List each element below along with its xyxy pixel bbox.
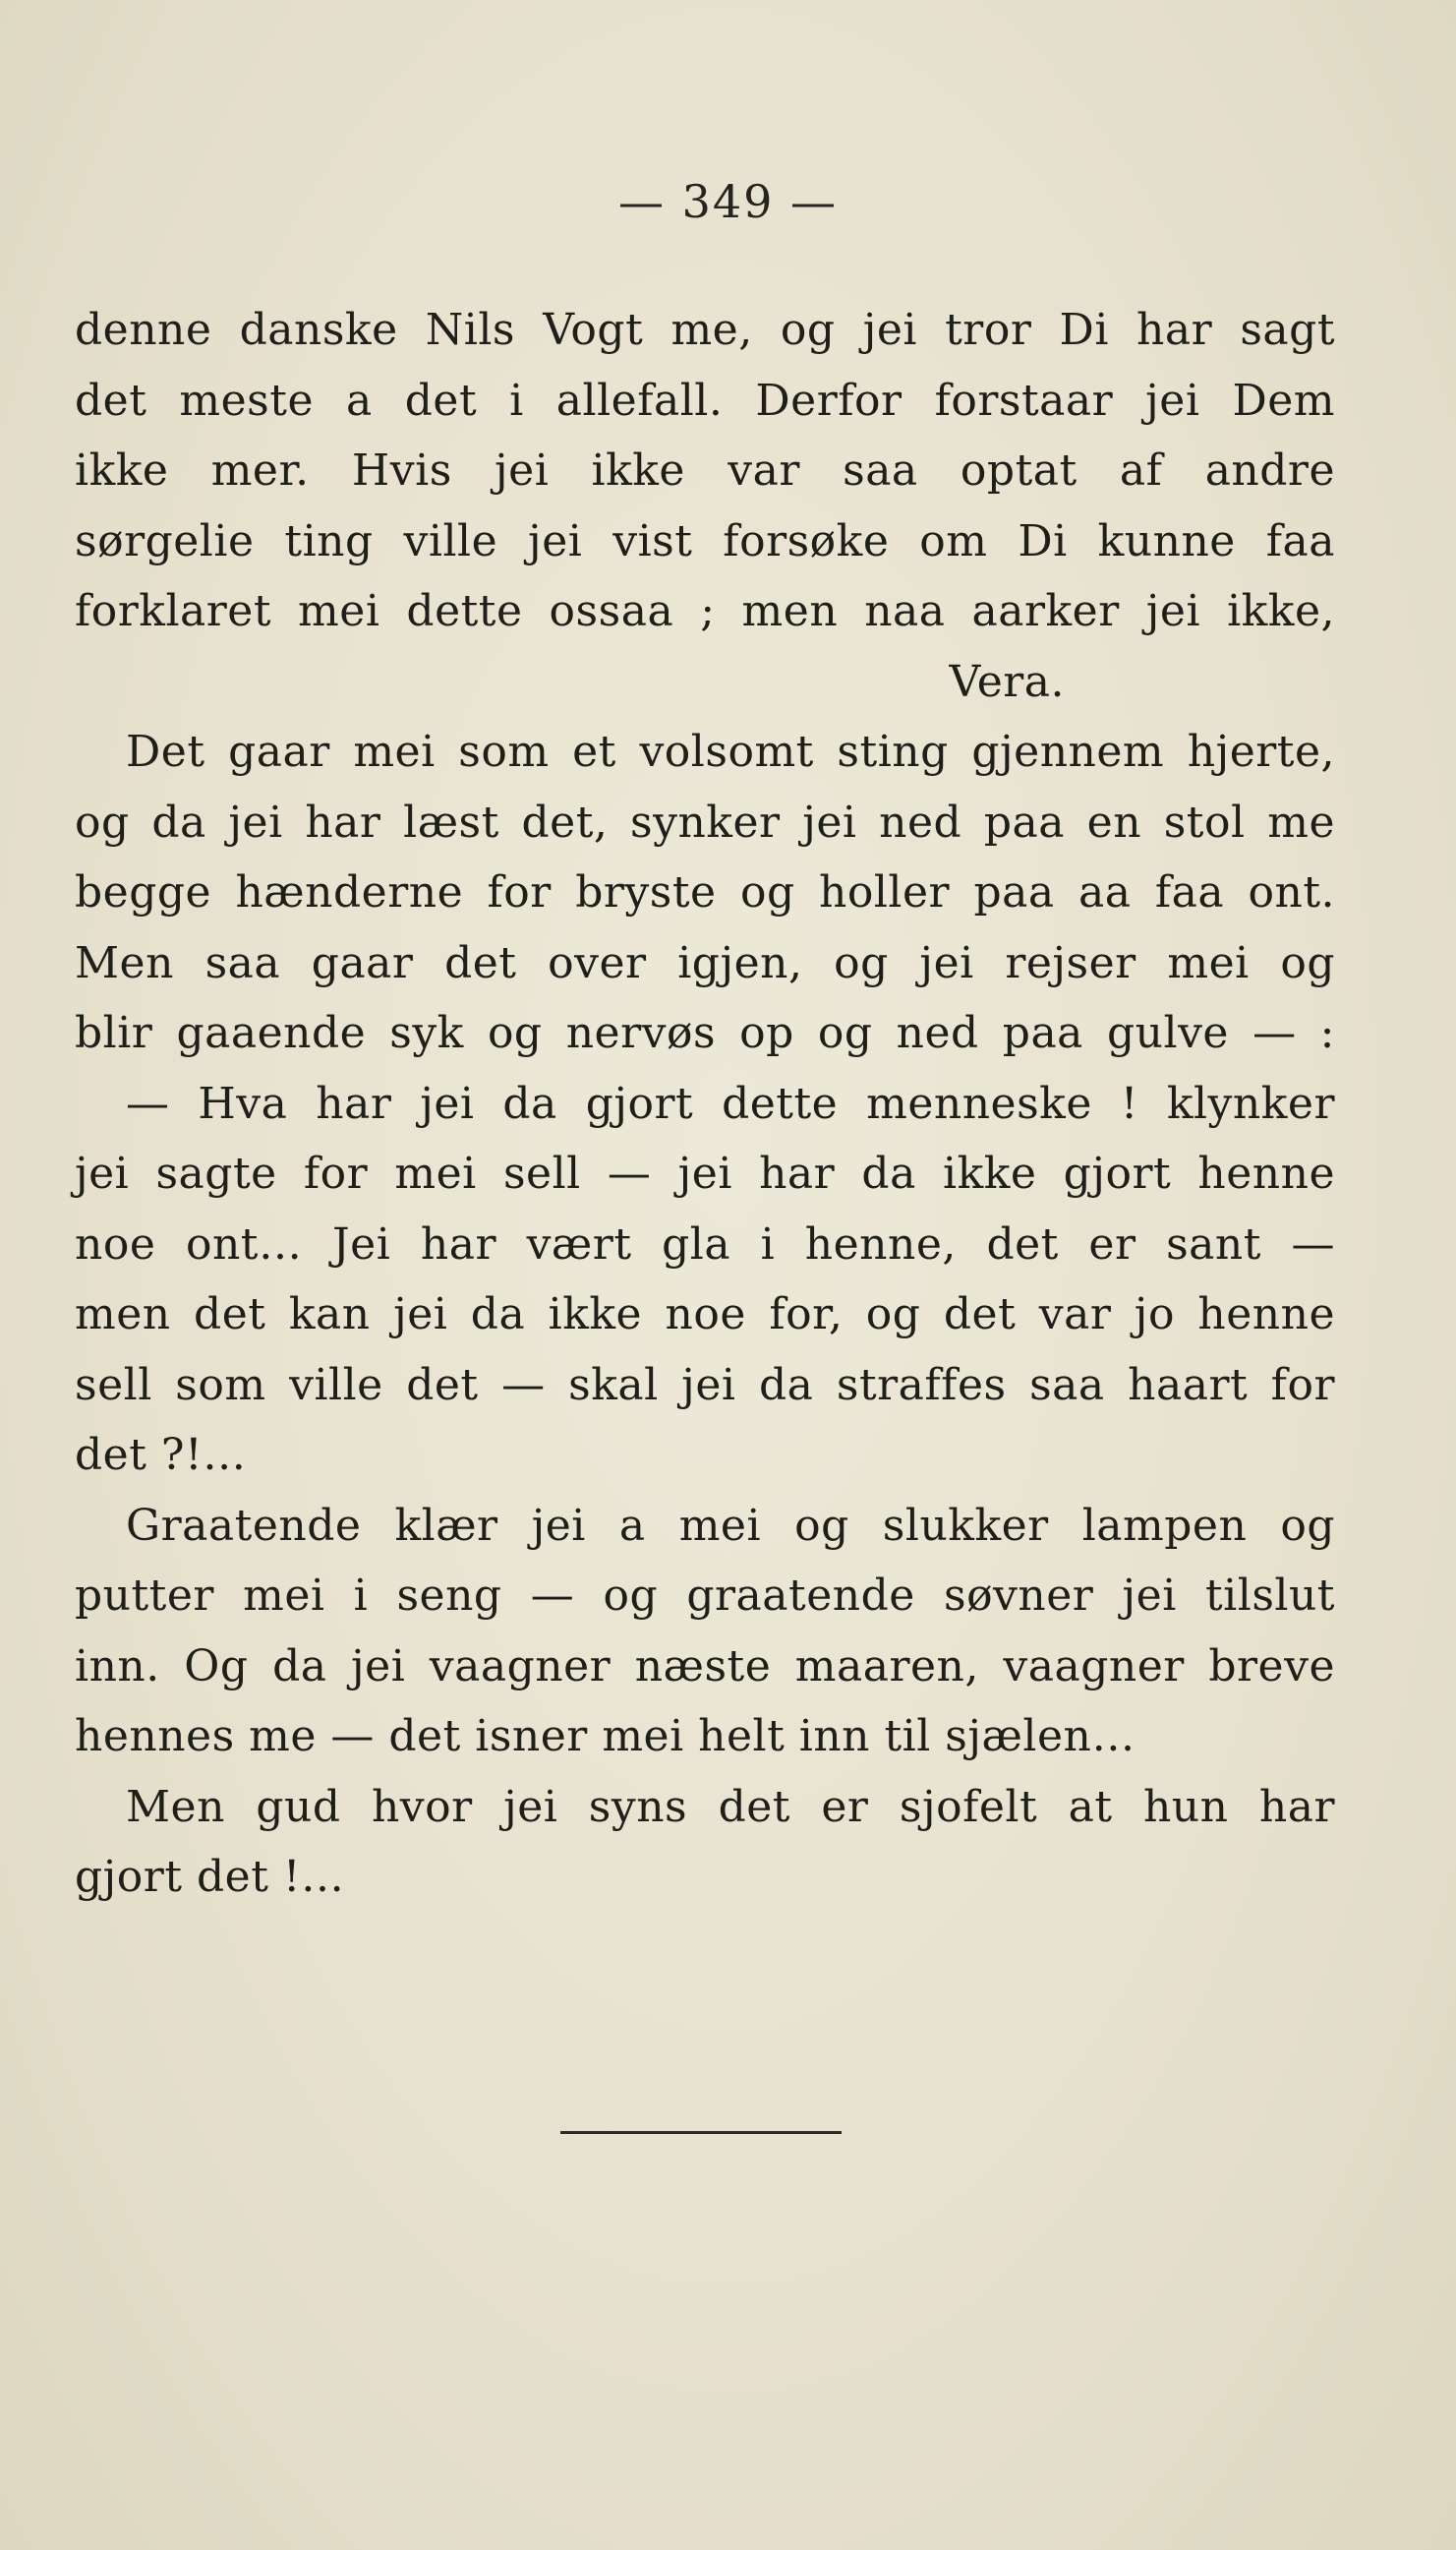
text-line: inn. Og da jei vaagner næste maaren, vaagner breve: [75, 1640, 1335, 1691]
text-line: Men gud hvor jei syns det er sjofelt at hun har: [126, 1781, 1335, 1832]
text-line: sørgelie ting ville jei vist forsøke om Di kunne faa: [75, 515, 1335, 566]
text-line: og da jei har læst det, synker jei ned paa en stol me: [75, 797, 1335, 848]
text-line: jei sagte for mei sell — jei har da ikke gjort henne: [75, 1149, 1335, 1199]
text-line: begge hænderne for bryste og holler paa aa faa ont.: [75, 867, 1335, 918]
letter-signature: Vera.: [949, 656, 1065, 707]
text-line: hennes me — det isner mei helt inn til sjælen…: [75, 1711, 1136, 1761]
text-line: denne danske Nils Vogt me, og jei tror Di har sagt: [75, 305, 1335, 355]
text-line: — Hva har jei da gjort dette menneske ! klynker: [126, 1078, 1335, 1129]
text-line: Men saa gaar det over igjen, og jei rejser mei og: [75, 937, 1335, 988]
text-line: Graatende klær jei a mei og slukker lampen og: [126, 1500, 1335, 1551]
text-line: gjort det !…: [75, 1852, 345, 1902]
body-text: [75, 295, 1335, 1913]
text-line: sell som ville det — skal jei da straffes saa haart for: [75, 1359, 1335, 1410]
page-number: — 349 —: [617, 175, 839, 228]
text-line: putter mei i seng — og graatende søvner jei tilslut: [75, 1571, 1335, 1621]
text-line: blir gaaende syk og nervøs op og ned paa gulve — :: [75, 1008, 1335, 1058]
text-line: det meste a det i allefall. Derfor forstaar jei Dem: [75, 375, 1335, 426]
text-line: Det gaar mei som et volsomt sting gjennem hjerte,: [126, 727, 1335, 777]
text-line: det ?!…: [75, 1430, 247, 1480]
text-line: men det kan jei da ikke noe for, og det var jo henne: [75, 1289, 1335, 1339]
text-line: ikke mer. Hvis jei ikke var saa optat af andre: [75, 445, 1335, 496]
text-line: noe ont… Jei har vært gla i henne, det er sant —: [75, 1218, 1335, 1270]
section-divider: [560, 2131, 842, 2134]
text-line: forklaret mei dette ossaa ; men naa aarker jei ikke,: [75, 586, 1335, 636]
